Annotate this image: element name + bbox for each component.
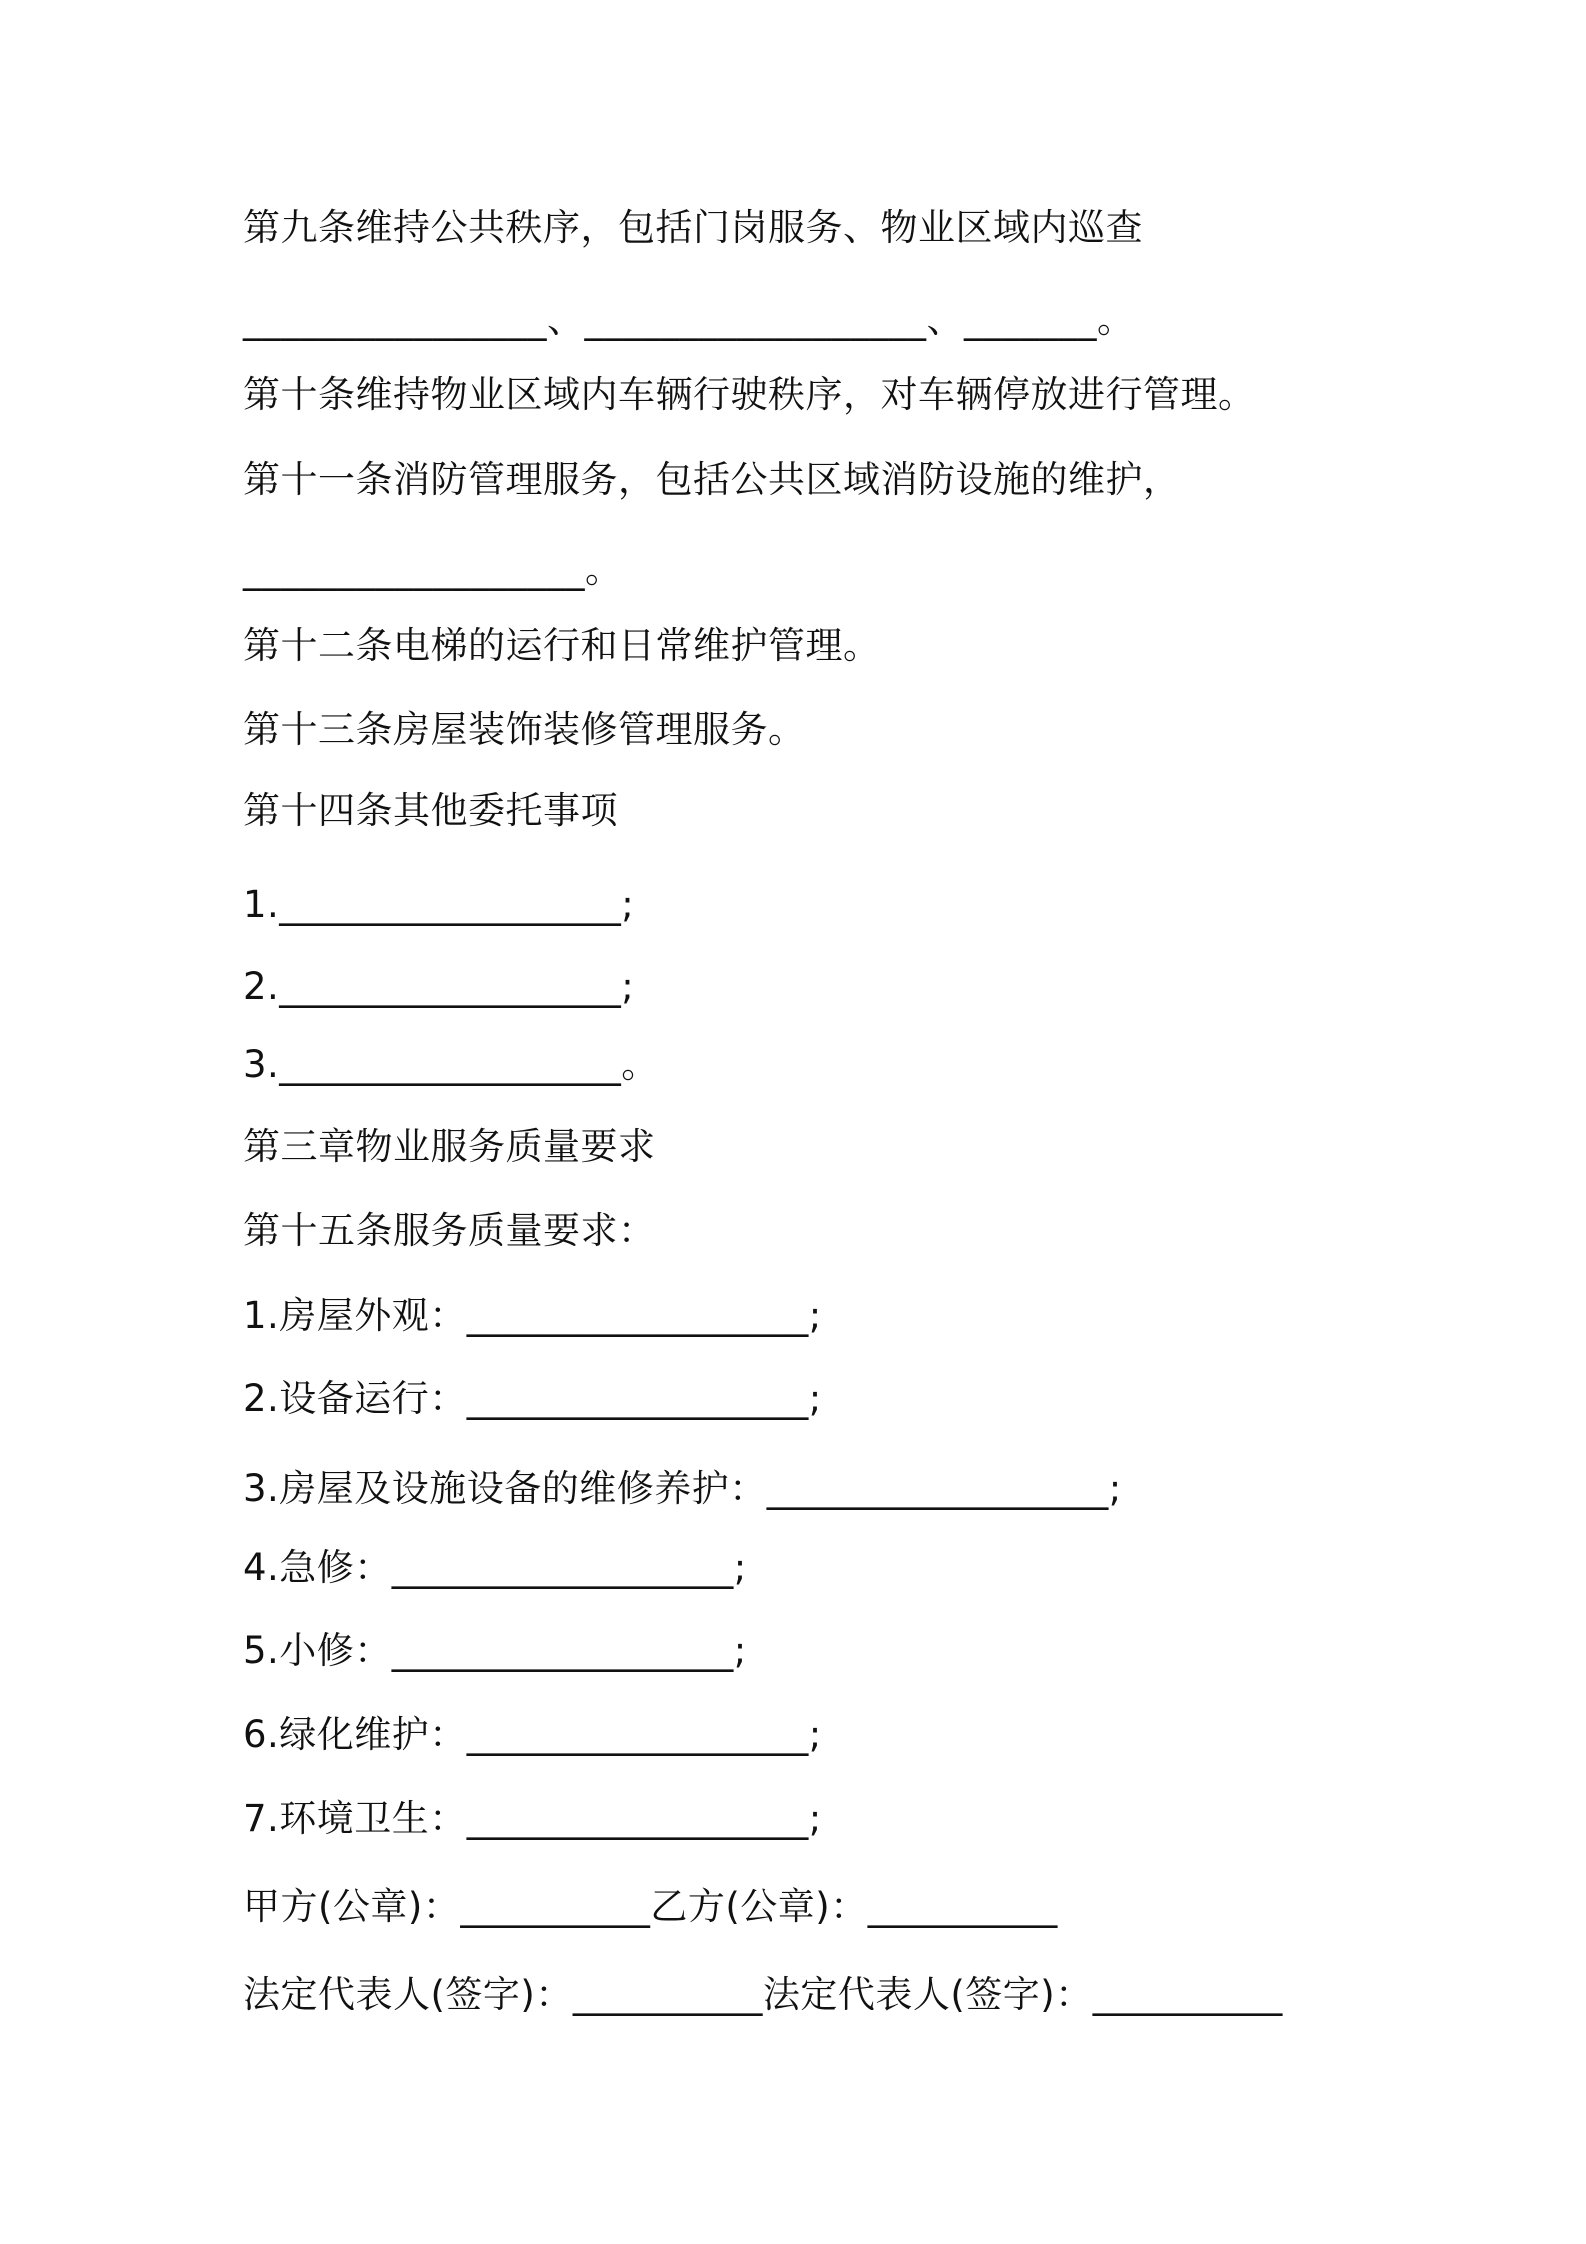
- article-14-item-1: 1.__________________;: [243, 883, 635, 926]
- article-14-heading: 第十四条其他委托事项: [243, 789, 618, 832]
- article-14-item-3: 3.__________________。: [243, 1043, 659, 1086]
- article-12-text: 第十二条电梯的运行和日常维护管理。: [243, 624, 881, 667]
- article-15-heading: 第十五条服务质量要求：: [243, 1209, 656, 1252]
- article-10-text: 第十条维持物业区域内车辆行驶秩序，对车辆停放进行管理。: [243, 373, 1256, 416]
- quality-item-6: 6.绿化维护：__________________;: [243, 1713, 822, 1756]
- quality-item-7: 7.环境卫生：__________________;: [243, 1797, 822, 1840]
- article-9-blanks: ________________、__________________、_______。: [243, 298, 1135, 341]
- article-11-text: 第十一条消防管理服务，包括公共区域消防设施的维护，: [243, 458, 1181, 501]
- article-14-item-2: 2.__________________;: [243, 965, 635, 1008]
- quality-item-4: 4.急修：__________________;: [243, 1546, 747, 1589]
- chapter-3-heading: 第三章物业服务质量要求: [243, 1125, 656, 1168]
- quality-item-2: 2.设备运行：__________________;: [243, 1377, 822, 1420]
- quality-item-5: 5.小修：__________________;: [243, 1629, 747, 1672]
- quality-item-1: 1.房屋外观：__________________;: [243, 1294, 822, 1337]
- quality-item-3: 3.房屋及设施设备的维修养护：__________________;: [243, 1467, 1122, 1510]
- article-9-text: 第九条维持公共秩序，包括门岗服务、物业区域内巡查: [243, 206, 1143, 249]
- legal-rep-signature-line: 法定代表人(签字)：__________法定代表人(签字)：__________: [243, 1973, 1283, 2016]
- article-11-blank: __________________。: [243, 548, 623, 591]
- article-13-text: 第十三条房屋装饰装修管理服务。: [243, 708, 806, 751]
- party-seal-line: 甲方(公章)：__________乙方(公章)：__________: [243, 1885, 1058, 1928]
